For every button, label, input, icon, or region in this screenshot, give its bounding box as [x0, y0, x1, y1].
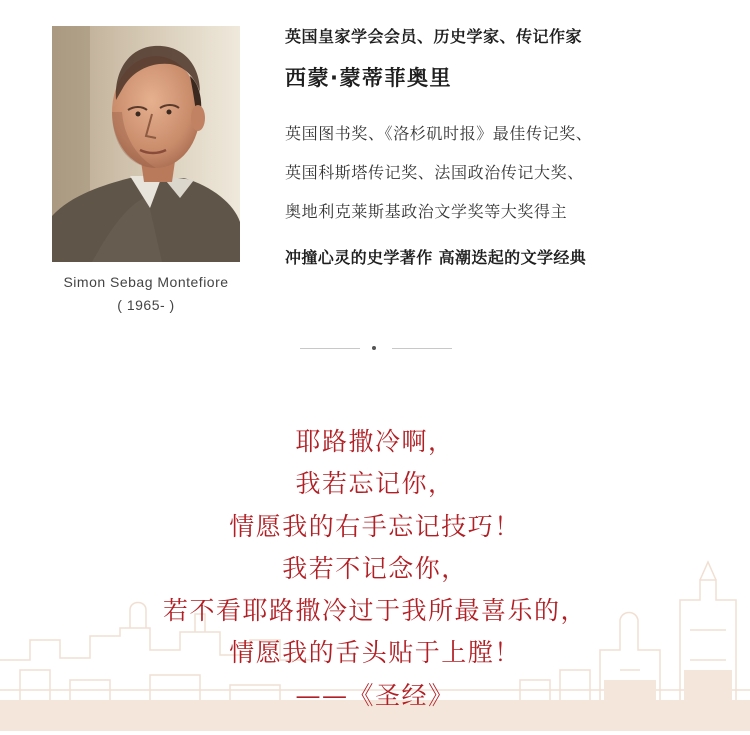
- poem-line: 我若不记念你，: [282, 553, 468, 583]
- author-credentials: 英国皇家学会会员、历史学家、传记作家: [285, 27, 583, 46]
- photo-caption-years: ( 1965- ): [117, 297, 175, 313]
- poem-line: 情愿我的舌头贴于上膛！: [229, 638, 521, 668]
- poem-source: ——《圣经》: [295, 680, 455, 710]
- divider-line-right: [392, 348, 452, 349]
- poem-line: 情愿我的右手忘记技巧！: [229, 511, 521, 541]
- author-photo: [52, 26, 240, 262]
- award-line: 英国科斯塔传记奖、法国政治传记大奖、: [285, 163, 584, 182]
- poem-line: 耶路撒冷啊，: [295, 427, 455, 456]
- poem-quote: [0, 421, 750, 717]
- award-line: 英国图书奖、《洛杉矶时报》最佳传记奖、: [285, 124, 593, 143]
- author-name: 西蒙·蒙蒂菲奥里: [285, 66, 452, 90]
- divider-line-left: [300, 348, 360, 349]
- poem-line: 我若忘记你，: [295, 469, 455, 499]
- book-tagline: 冲撞心灵的史学著作 高潮迭起的文学经典: [285, 248, 587, 267]
- award-line: 奥地利克莱斯基政治文学奖等大奖得主: [285, 202, 568, 221]
- poem-line: 若不看耶路撒冷过于我所最喜乐的，: [162, 596, 587, 626]
- photo-caption-name: Simon Sebag Montefiore: [63, 274, 229, 290]
- divider-dot: [372, 346, 376, 350]
